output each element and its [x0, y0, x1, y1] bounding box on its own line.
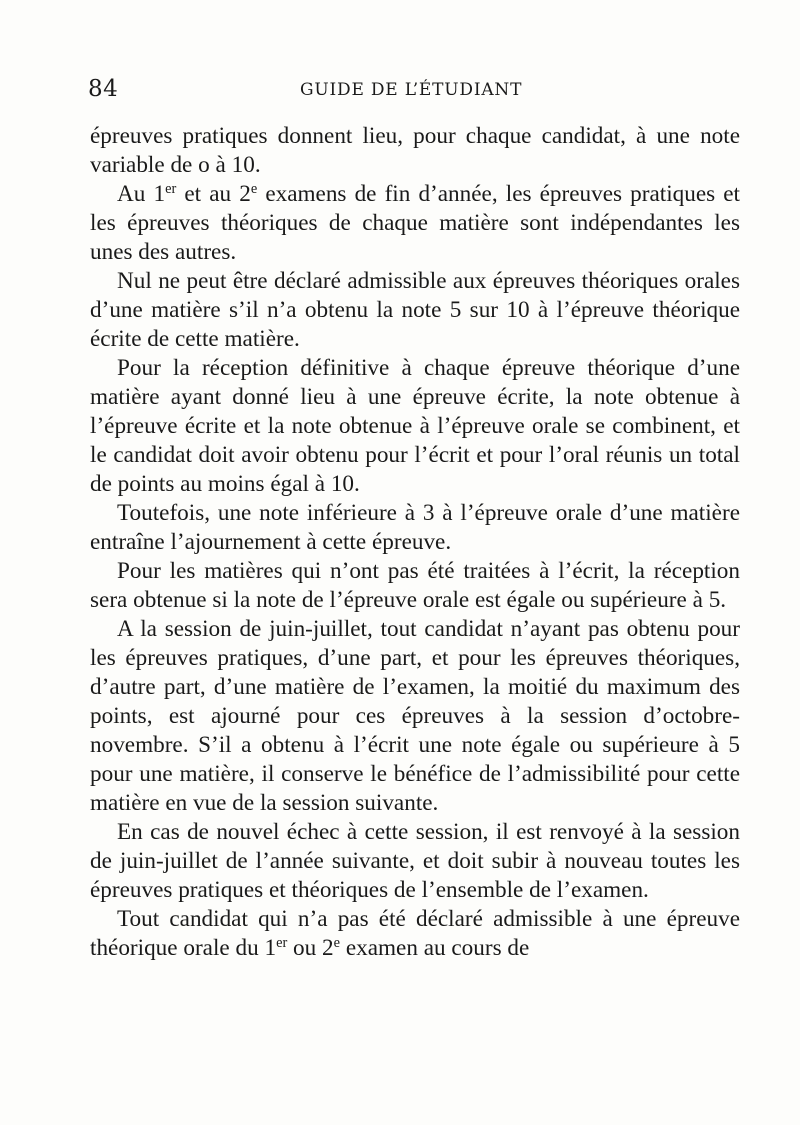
text-run: et au 2	[176, 181, 251, 207]
text-run: Nul ne peut être déclaré admissible aux épreuves théoriques orales d’une matière s’il n’a obtenu la note 5 sur 10 à l’épreuve théorique écrite de cette matière.	[90, 268, 740, 352]
text-run: Pour les matières qui n’ont pas été traitées à l’écrit, la réception sera obtenue si la note de l’épreuve orale est égale ou supérieure à 5.	[90, 558, 740, 613]
text-run: Tout candidat qui n’a pas été déclaré admissible à une épreuve théorique orale du 1	[90, 906, 740, 961]
paragraph	[90, 499, 740, 557]
paragraph	[90, 905, 740, 963]
text-run: examens de fin d’année, les épreuves pratiques et les épreuves théoriques de chaque matière sont indépendantes les unes des autres.	[90, 181, 740, 265]
paragraph	[90, 122, 740, 180]
paragraph	[90, 557, 740, 615]
body-text	[90, 122, 740, 963]
text-run: Pour la réception définitive à chaque épreuve théorique d’une matière ayant donné lieu à une épreuve écrite, la note obtenue à l’épreuve écrite et la note obtenue à l’épreuve orale se combinent, et le candidat doit avoir obtenu pour l’écrit et pour l’oral réunis un total de points au moins égal à 10.	[90, 355, 740, 497]
page-number: 84	[88, 76, 119, 102]
paragraph	[90, 180, 740, 267]
running-title: GUIDE DE L’ÉTUDIANT	[300, 80, 523, 100]
paragraph	[90, 354, 740, 499]
text-run: A la session de juin-juillet, tout candidat n’ayant pas obtenu pour les épreuves pratiques, d’une part, et pour les épreuves théoriques, d’autre part, d’une matière de l’examen, la moitié du maximum des points, est ajourné pour ces épreuves à la session d’octobre-novembre. S’il a obtenu à l’écrit une note égale ou supérieure à 5 pour une matière, il conserve le bénéfice de l’admissibilité pour cette matière en vue de la session suivante.	[90, 616, 740, 816]
superscript: er	[276, 935, 288, 952]
text-run: Au 1	[117, 181, 166, 207]
text-run: En cas de nouvel échec à cette session, il est renvoyé à la session de juin-juillet de l’année suivante, et doit subir à nouveau toutes les épreuves pratiques et théoriques de l’ensemble de l’examen.	[90, 819, 740, 903]
paragraph	[90, 615, 740, 818]
paragraph	[90, 267, 740, 354]
paragraph	[90, 818, 740, 905]
text-run: Toutefois, une note inférieure à 3 à l’épreuve orale d’une matière entraîne l’ajournement à cette épreuve.	[90, 500, 740, 555]
superscript: e	[333, 935, 341, 952]
superscript: e	[250, 181, 258, 198]
page-header	[88, 76, 738, 106]
text-run: ou 2	[287, 935, 334, 961]
superscript: er	[165, 181, 177, 198]
text-run: examen au cours de	[340, 935, 530, 961]
text-run: épreuves pratiques donnent lieu, pour chaque candidat, à une note variable de o à 10.	[90, 123, 740, 178]
